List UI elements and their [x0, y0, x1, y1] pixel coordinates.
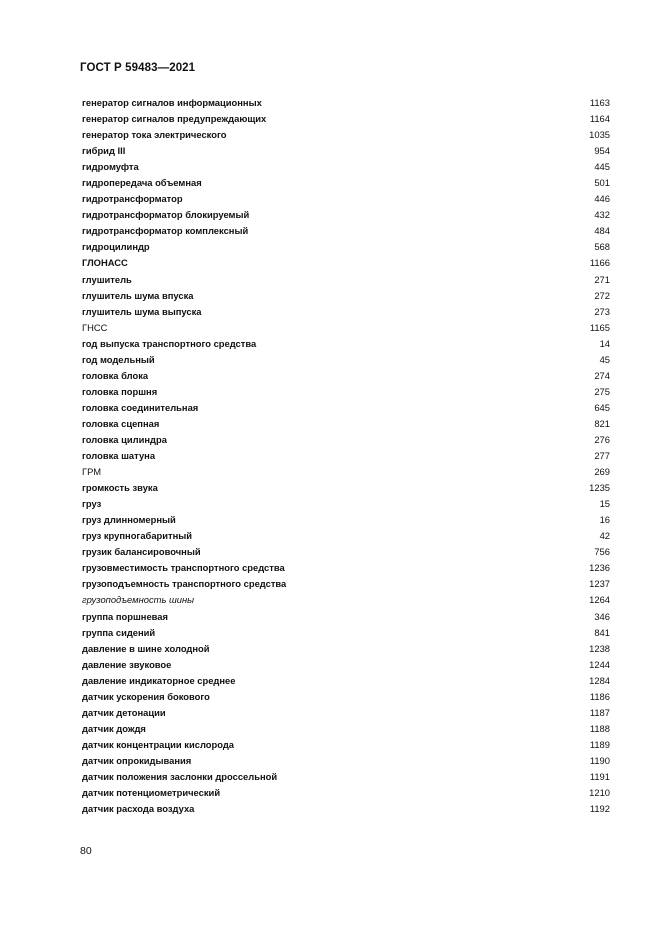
index-entry: [82, 207, 610, 223]
index-term-number: 14: [599, 337, 610, 349]
index-entry: [82, 95, 610, 111]
index-entry: [82, 480, 610, 496]
index-entry: [82, 191, 610, 207]
index-term: группа поршневая: [82, 610, 168, 622]
index-entry: [82, 320, 610, 336]
index-term: датчик концентрации кислорода: [82, 738, 235, 750]
index-entry: [82, 336, 610, 352]
index-term-number: 1164: [589, 113, 610, 125]
index-term: глушитель шума выпуска: [82, 305, 202, 317]
index-term-number: 1238: [589, 642, 610, 654]
index-entry: [82, 721, 610, 737]
index-term-number: 841: [594, 626, 610, 638]
index-term-number: 273: [594, 305, 610, 317]
index-term: громкость звука: [82, 482, 158, 494]
index-term-number: 446: [594, 193, 610, 205]
index-term-number: 1165: [589, 321, 610, 333]
index-term-number: 1244: [589, 658, 610, 670]
index-term-number: 1163: [589, 97, 610, 108]
index-entry: [82, 576, 610, 592]
index-term-number: 1166: [589, 257, 610, 269]
index-term: грузовместимость транспортного средства: [82, 562, 285, 574]
index-entry: [82, 400, 610, 416]
index-term-number: 1192: [589, 803, 610, 815]
index-term: год модельный: [82, 353, 155, 365]
index-entry: [82, 448, 610, 464]
index-term: груз: [82, 498, 102, 510]
index-entry: [82, 641, 610, 657]
index-term: ГЛОНАСС: [82, 257, 128, 269]
index-term-number: 269: [594, 466, 610, 478]
index-entry: [82, 737, 610, 753]
index-term: глушитель шума впуска: [82, 289, 194, 301]
index-term-number: 1188: [589, 722, 610, 734]
index-entry: [82, 143, 610, 159]
index-term: груз крупногабаритный: [82, 530, 193, 542]
index-term: давление звуковое: [82, 658, 172, 670]
index-term-number: 277: [594, 450, 610, 462]
index-entry: [82, 175, 610, 191]
index-term: гидропередача объемная: [82, 177, 202, 189]
index-entry: [82, 657, 610, 673]
index-entry: [82, 464, 610, 480]
index-term: головка соединительная: [82, 401, 199, 413]
index-entry: [82, 223, 610, 239]
index-term: ГНСС: [82, 321, 108, 333]
index-entry: [82, 416, 610, 432]
index-term-number: 1190: [589, 754, 610, 766]
index-term: ГРМ: [82, 466, 102, 478]
index-term-number: 1189: [589, 738, 610, 750]
index-entry: [82, 592, 610, 608]
index-entry: [82, 111, 610, 127]
index-term-number: 1284: [589, 674, 610, 686]
index-entry: [82, 560, 610, 576]
index-term: головка сцепная: [82, 417, 160, 429]
index-entry: [82, 528, 610, 544]
index-term-number: 271: [594, 273, 610, 285]
index-entry: [82, 127, 610, 143]
index-term-number: 1235: [589, 482, 610, 494]
index-term-number: 1187: [589, 706, 610, 718]
index-term-number: 501: [594, 177, 610, 189]
index-term: датчик ускорения бокового: [82, 690, 210, 702]
index-term: группа сидений: [82, 626, 156, 638]
index-term: грузик балансировочный: [82, 546, 201, 558]
index-term: гидротрансформатор блокируемый: [82, 209, 250, 221]
index-term-number: 756: [594, 546, 610, 558]
index-entry: [82, 785, 610, 801]
index-term-number: 15: [599, 498, 610, 510]
index-term: год выпуска транспортного средства: [82, 337, 257, 349]
index-term-number: 954: [594, 145, 610, 157]
index-term-number: 16: [599, 514, 610, 526]
index-entry: [82, 609, 610, 625]
index-term-number: 1210: [589, 787, 610, 799]
index-term: головка цилиндра: [82, 433, 167, 445]
index-entry: [82, 272, 610, 288]
index-term: датчик опрокидывания: [82, 754, 192, 766]
index-term-number: 276: [594, 433, 610, 445]
index-entry: [82, 769, 610, 785]
index-term: генератор сигналов информационных: [82, 97, 262, 108]
index-entry: [82, 801, 610, 817]
index-term: головка блока: [82, 369, 149, 381]
index-term-number: 445: [594, 161, 610, 173]
index-term-number: 1035: [589, 129, 610, 141]
index-term: грузоподъемность шины: [82, 594, 195, 606]
index-term-number: 272: [594, 289, 610, 301]
index-term: датчик дождя: [82, 722, 146, 734]
index-term: датчик потенциометрический: [82, 787, 221, 799]
index-term-number: 568: [594, 241, 610, 253]
index-term-number: 1191: [589, 770, 610, 782]
index-term: головка шатуна: [82, 450, 156, 462]
index-term: давление в шине холодной: [82, 642, 210, 654]
index-term: генератор тока электрического: [82, 129, 227, 141]
index-term-number: 274: [594, 369, 610, 381]
index-entry: [82, 753, 610, 769]
alphabetical-index: [82, 95, 610, 817]
index-term-number: 1186: [589, 690, 610, 702]
index-term-number: 1264: [589, 594, 610, 606]
index-term: датчик детонации: [82, 706, 166, 718]
index-entry: [82, 304, 610, 320]
index-term: давление индикаторное среднее: [82, 674, 236, 686]
index-term-number: 275: [594, 385, 610, 397]
index-term: гидротрансформатор комплексный: [82, 225, 249, 237]
index-entry: [82, 625, 610, 641]
index-term: гидромуфта: [82, 161, 139, 173]
index-entry: [82, 673, 610, 689]
index-term-number: 1236: [589, 562, 610, 574]
index-term: генератор сигналов предупреждающих: [82, 113, 267, 125]
index-term: гидроцилиндр: [82, 241, 150, 253]
index-entry: [82, 352, 610, 368]
index-entry: [82, 512, 610, 528]
index-entry: [82, 255, 610, 271]
index-term: гидротрансформатор: [82, 193, 183, 205]
document-header: ГОСТ Р 59483—2021: [80, 62, 196, 74]
index-term: датчик положения заслонки дроссельной: [82, 770, 278, 782]
index-entry: [82, 496, 610, 512]
index-entry: [82, 705, 610, 721]
index-entry: [82, 689, 610, 705]
index-entry: [82, 239, 610, 255]
index-term-number: 484: [594, 225, 610, 237]
index-term: датчик расхода воздуха: [82, 803, 195, 815]
index-entry: [82, 288, 610, 304]
index-term-number: 346: [594, 610, 610, 622]
index-term-number: 42: [599, 530, 610, 542]
index-entry: [82, 432, 610, 448]
index-term-number: 432: [594, 209, 610, 221]
index-entry: [82, 159, 610, 175]
index-term-number: 1237: [589, 578, 610, 590]
index-term: гибрид III: [82, 145, 126, 157]
index-term-number: 645: [594, 401, 610, 413]
index-term: грузоподъемность транспортного средства: [82, 578, 287, 590]
index-term: головка поршня: [82, 385, 158, 397]
index-term-number: 821: [594, 417, 610, 429]
index-term-number: 45: [599, 353, 610, 365]
index-entry: [82, 368, 610, 384]
index-term: глушитель: [82, 273, 132, 285]
index-entry: [82, 544, 610, 560]
index-entry: [82, 384, 610, 400]
page-number: 80: [80, 845, 92, 857]
index-term: груз длинномерный: [82, 514, 176, 526]
